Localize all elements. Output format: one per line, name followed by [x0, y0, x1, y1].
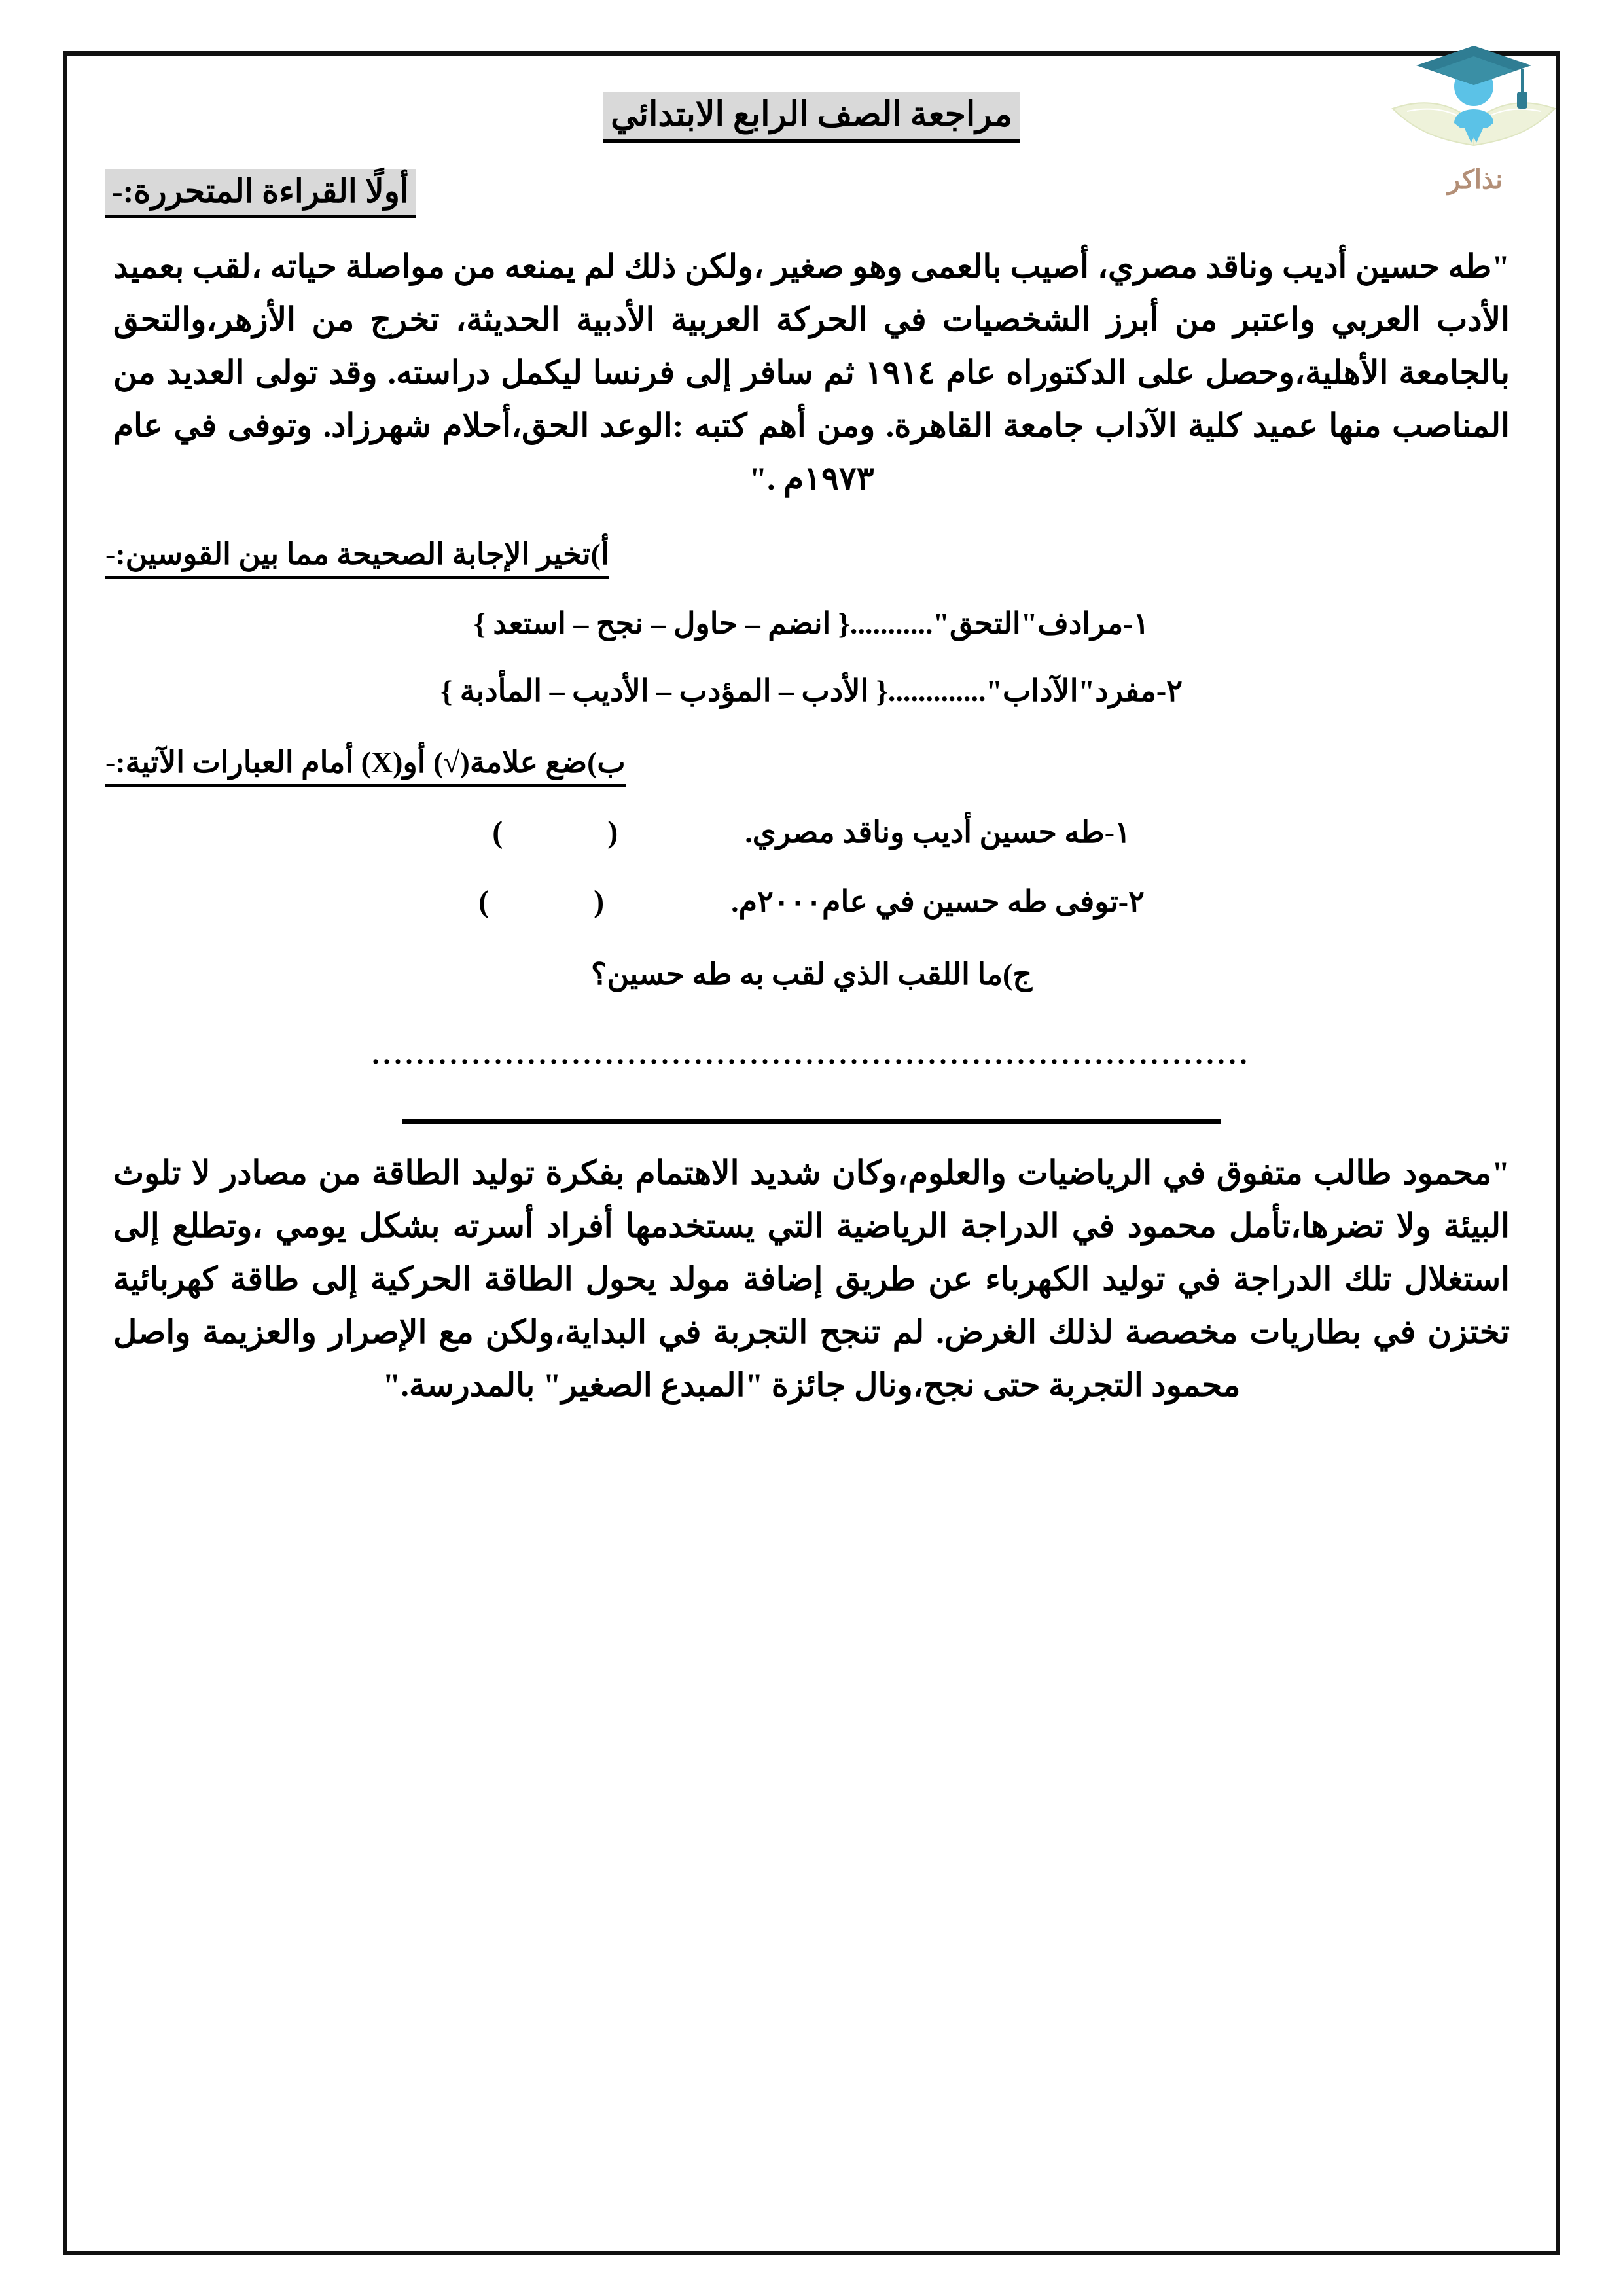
true-false-statement: -طه حسين أديب وناقد مصري. [745, 816, 1115, 850]
mcq-choices: { الأدب – المؤدب – الأديب – المأدبة } [440, 674, 888, 708]
true-false-row [105, 878, 1518, 925]
mcq-choices: { انضم – حاول – نجح – استعد } [473, 607, 850, 641]
part-b-heading-text: ب)ضع علامة(√) أو(X) أمام العبارات الآتية:- [105, 742, 626, 787]
true-false-answer-box[interactable]: ( ) [478, 884, 653, 920]
page-title [105, 92, 1518, 143]
mcq-prompt: -مرادف"التحق"........... [849, 607, 1133, 641]
page-content [67, 56, 1556, 2251]
mcq-prompt: -مفرد"الآداب"............. [887, 674, 1167, 708]
true-false-text [745, 810, 1131, 855]
page-title-text: مراجعة الصف الرابع الابتدائي [603, 92, 1020, 143]
true-false-answer-box[interactable]: ( ) [492, 815, 667, 850]
answer-dotted-line[interactable]: ............................................................................... [372, 1038, 1251, 1071]
part-c-question: ج)ما اللقب الذي لقب به طه حسين؟ [590, 958, 1033, 992]
true-false-number: ٢ [1128, 885, 1145, 919]
section-divider [402, 1119, 1221, 1124]
mcq-number: ٢ [1166, 674, 1183, 708]
part-a-heading [105, 534, 1518, 579]
page-border [63, 51, 1560, 2255]
logo-brand-arabic: نذاكر [1447, 166, 1503, 194]
passage-two: "محمود طالب متفوق في الرياضيات والعلوم،وكان شديد الاهتمام بفكرة توليد الطاقة من مصادر لا تلوث البيئة ولا تضرها،تأمل محمود في الدراجة الرياضية التي يستخدمها أفراد أسرته بشكل يومي ،وتطلع إلى استغلال تلك الدراجة في توليد الكهرباء عن طريق إضافة مولد يحول الطاقة الحركية إلى طاقة كهربائية تختزن في بطاريات مخصصة لذلك الغرض. لم تنجح التجربة في البداية،ولكن مع الإصرار والعزيمة واصل محمود التجربة حتى نجح،ونال جائزة "المبدع الصغير" بالمدرسة." [113, 1155, 1510, 1404]
mcq-number: ١ [1133, 607, 1150, 641]
part-b-heading [105, 742, 1518, 787]
true-false-statement: -توفى طه حسين في عام٢٠٠٠م. [731, 885, 1129, 919]
true-false-row [105, 809, 1518, 856]
section-heading-reading [105, 169, 1518, 218]
mcq-item [105, 668, 1518, 713]
section-heading-reading-text: أولًا القراءة المتحررة:- [105, 169, 416, 218]
passage-one: "طه حسين أديب وناقد مصري، أصيب بالعمى وهو صغير ،ولكن ذلك لم يمنعه من مواصلة حياته ،لقب بعميد الأدب العربي واعتبر من أبرز الشخصيات في الحركة العربية الأدبية الحديثة، تخرج من الأزهر،والتحق بالجامعة الأهلية،وحصل على الدكتوراه عام ١٩١٤ ثم سافر إلى فرنسا ليكمل دراسته. وقد تولى العديد من المناصب منها عميد كلية الآداب جامعة القاهرة. ومن أهم كتبه :الوعد الحق،أحلام شهرزاد. وتوفى في عام ١٩٧٣م ." [113, 248, 1510, 497]
true-false-text [731, 879, 1145, 924]
mcq-item [105, 601, 1518, 646]
true-false-number: ١ [1115, 816, 1131, 850]
part-a-heading-text: أ)تخير الإجابة الصحيحة مما بين القوسين:- [105, 534, 609, 579]
